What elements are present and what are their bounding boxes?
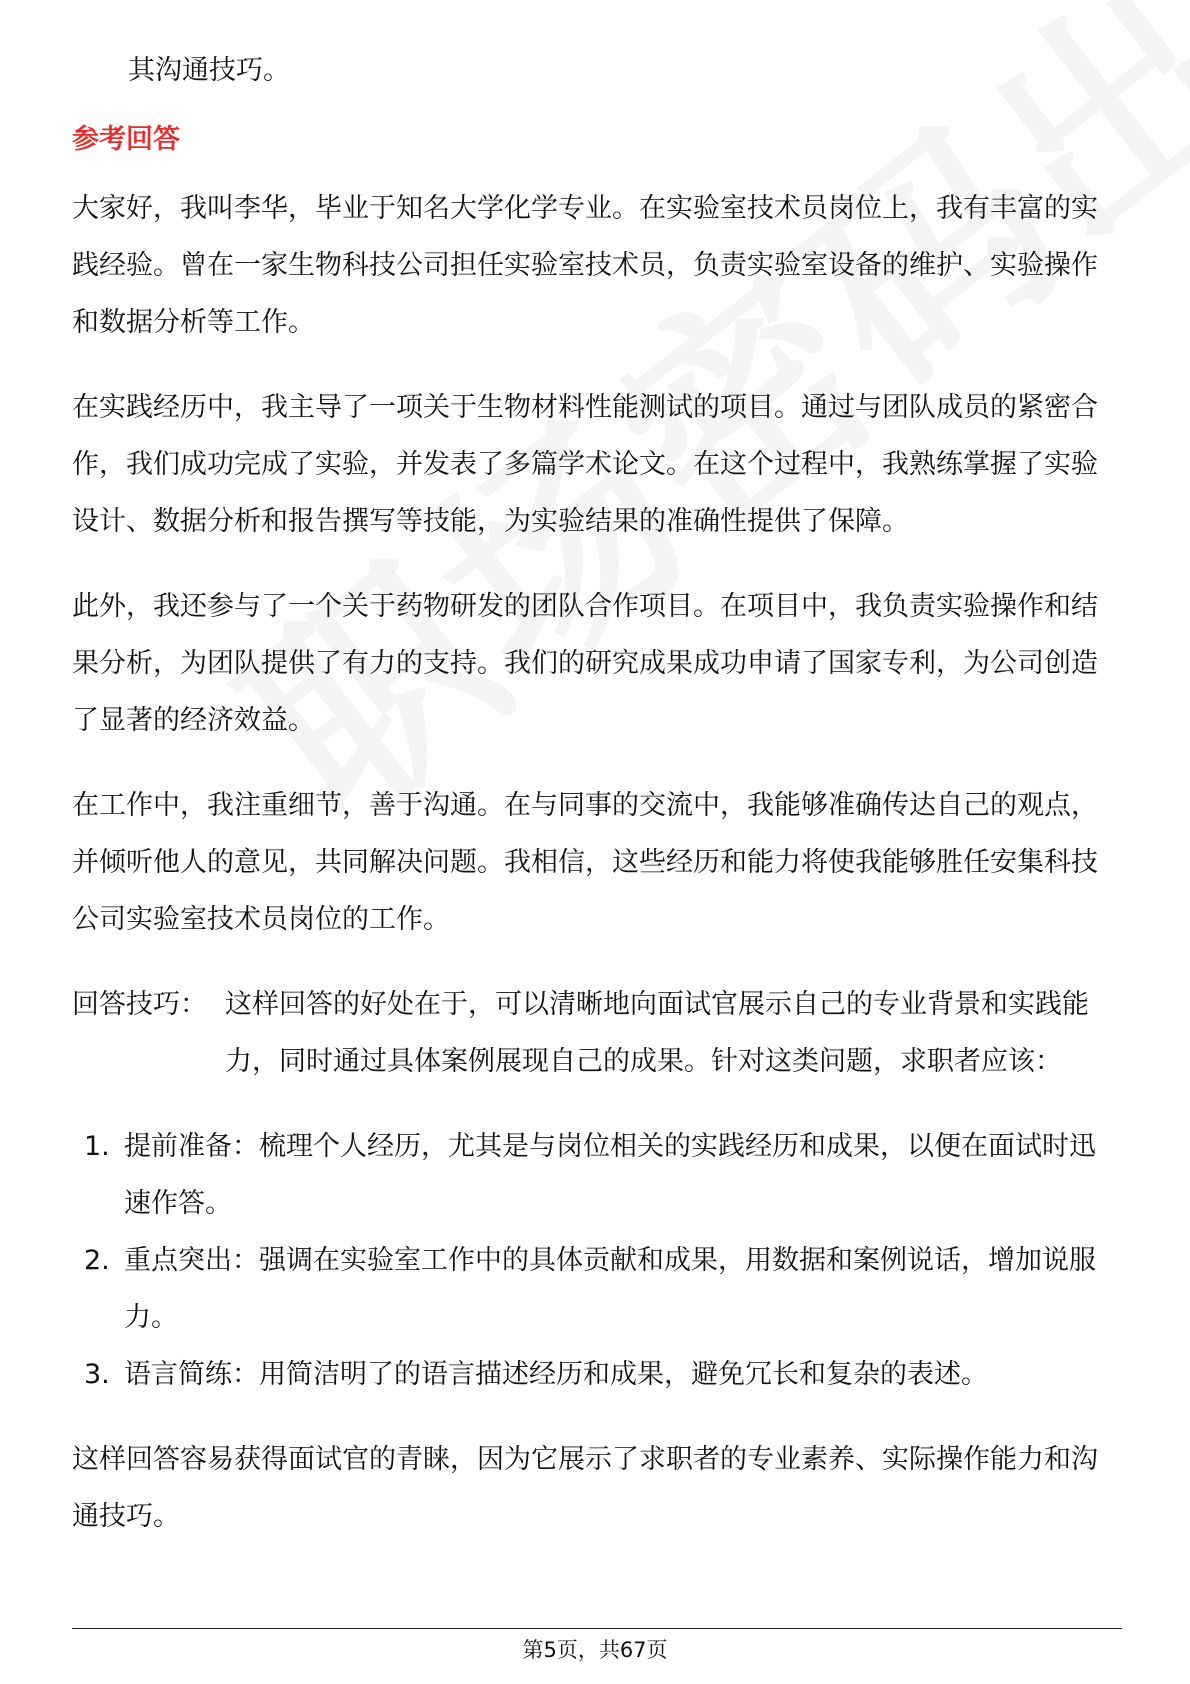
tips-paragraph	[72, 976, 1122, 1090]
answer-paragraph-4: 在工作中，我注重细节，善于沟通。在与同事的交流中，我能够准确传达自己的观点，并倾听他人的意见，共同解决问题。我相信，这些经历和能力将使我能够胜任安集科技公司实验室技术员岗位的工作。	[72, 790, 1098, 935]
list-item	[72, 1118, 1122, 1232]
tips-list	[72, 1118, 1122, 1403]
tips-text: 这样回答的好处在于，可以清晰地向面试官展示自己的专业背景和实践能力，同时通过具体案例展现自己的成果。针对这类问题，求职者应该：	[225, 989, 1089, 1077]
tips-label: 回答技巧：	[72, 989, 207, 1020]
list-item-number: 1.	[84, 1131, 110, 1162]
section-heading: 参考回答	[72, 124, 180, 155]
list-item-text: 提前准备：梳理个人经历，尤其是与岗位相关的实践经历和成果，以便在面试时迅速作答。	[124, 1131, 1096, 1219]
list-item	[72, 1346, 1122, 1403]
document-body	[72, 42, 1122, 1545]
list-item-text: 语言简练：用简洁明了的语言描述经历和成果，避免冗长和复杂的表述。	[124, 1359, 988, 1390]
list-item-number: 2.	[84, 1245, 110, 1276]
footer-divider	[72, 1628, 1122, 1629]
answer-paragraph-2: 在实践经历中，我主导了一项关于生物材料性能测试的项目。通过与团队成员的紧密合作，我们成功完成了实验，并发表了多篇学术论文。在这个过程中，我熟练掌握了实验设计、数据分析和报告撰写等技能，为实验结果的准确性提供了保障。	[72, 392, 1098, 537]
answer-paragraph-3: 此外，我还参与了一个关于药物研发的团队合作项目。在项目中，我负责实验操作和结果分析，为团队提供了有力的支持。我们的研究成果成功申请了国家专利，为公司创造了显著的经济效益。	[72, 591, 1098, 736]
answer-paragraph-1: 大家好，我叫李华，毕业于知名大学化学专业。在实验室技术员岗位上，我有丰富的实践经验。曾在一家生物科技公司担任实验室技术员，负责实验室设备的维护、实验操作和数据分析等工作。	[72, 193, 1098, 338]
list-item-text: 重点突出：强调在实验室工作中的具体贡献和成果，用数据和案例说话，增加说服力。	[124, 1245, 1096, 1333]
closing-paragraph: 这样回答容易获得面试官的青睐，因为它展示了求职者的专业素养、实际操作能力和沟通技巧。	[72, 1444, 1098, 1532]
intro-continuation: 其沟通技巧。	[128, 55, 290, 86]
page-number: 第5页，共67页	[522, 1638, 668, 1662]
list-item	[72, 1232, 1122, 1346]
list-item-number: 3.	[84, 1359, 110, 1390]
